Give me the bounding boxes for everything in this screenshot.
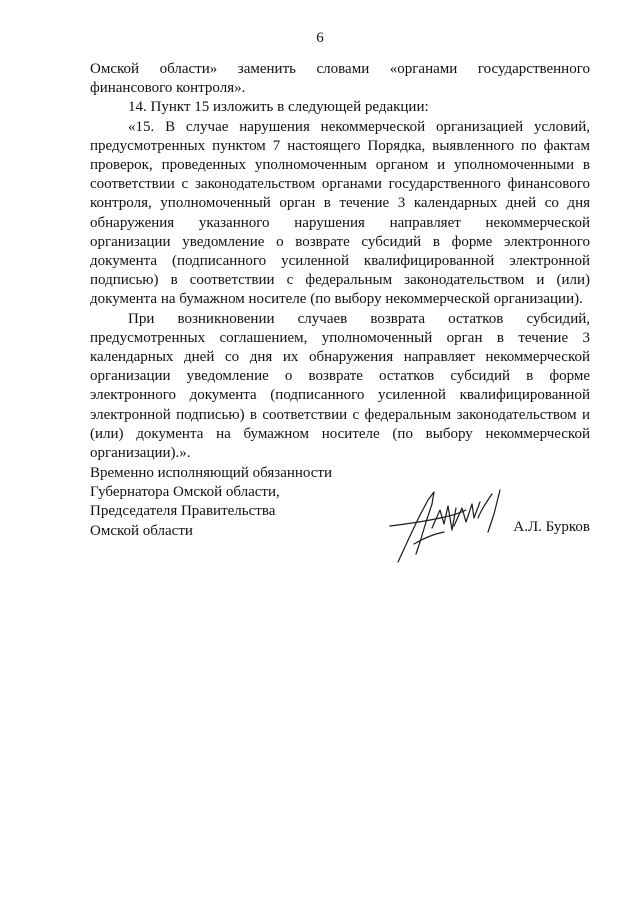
handwritten-signature: [388, 484, 506, 566]
document-body: [90, 60, 590, 463]
signer-name: А.Л. Бурков: [513, 519, 590, 535]
paragraph-item-14: 14. Пункт 15 изложить в следующей редакции:: [128, 99, 429, 116]
signatory-title-line: Председателя Правительства: [90, 503, 276, 520]
paragraph-item-15: «15. В случае нарушения некоммерческой организацией условий, предусмотренных пунктом 7 настоящего Порядка, выявленного по фактам проверок, проведенных уполномоченным органом и уполномоченными в соответствии с законодательством органами государственного финансового контроля, уполномоченный орган в течение 3 календарных дней со дня обнаружения указанного нарушения направляет некоммерческой организации уведомление о возврате субсидий в форме электронного документа (подписанного усиленной квалифицированной электронной подписью) в соответствии с федеральным законодательством и (или) документа на бумажном носителе (по выбору некоммерческой организации).: [90, 118, 590, 308]
signatory-title-line: Временно исполняющий обязанности: [90, 465, 333, 481]
page-number: 6: [316, 30, 324, 46]
signatory-title-line: Омской области: [90, 522, 193, 539]
paragraph-continuation: Омской области» заменить словами «органами государственного финансового контроля».: [90, 61, 590, 97]
signatory-title-line: Губернатора Омской области,: [90, 484, 280, 501]
paragraph-return-of-balances: При возникновении случаев возврата остатков субсидий, предусмотренных соглашением, уполномоченный орган в течение 3 календарных дней со дня их обнаружения направляет некоммерческой организации уведомление о возврате остатков субсидий в форме электронного документа (подписанного усиленной квалифицированной электронной подписью) в соответствии с федеральным законодательством и (или) документа на бумажном носителе (по выбору некоммерческой организации).».: [90, 310, 590, 462]
